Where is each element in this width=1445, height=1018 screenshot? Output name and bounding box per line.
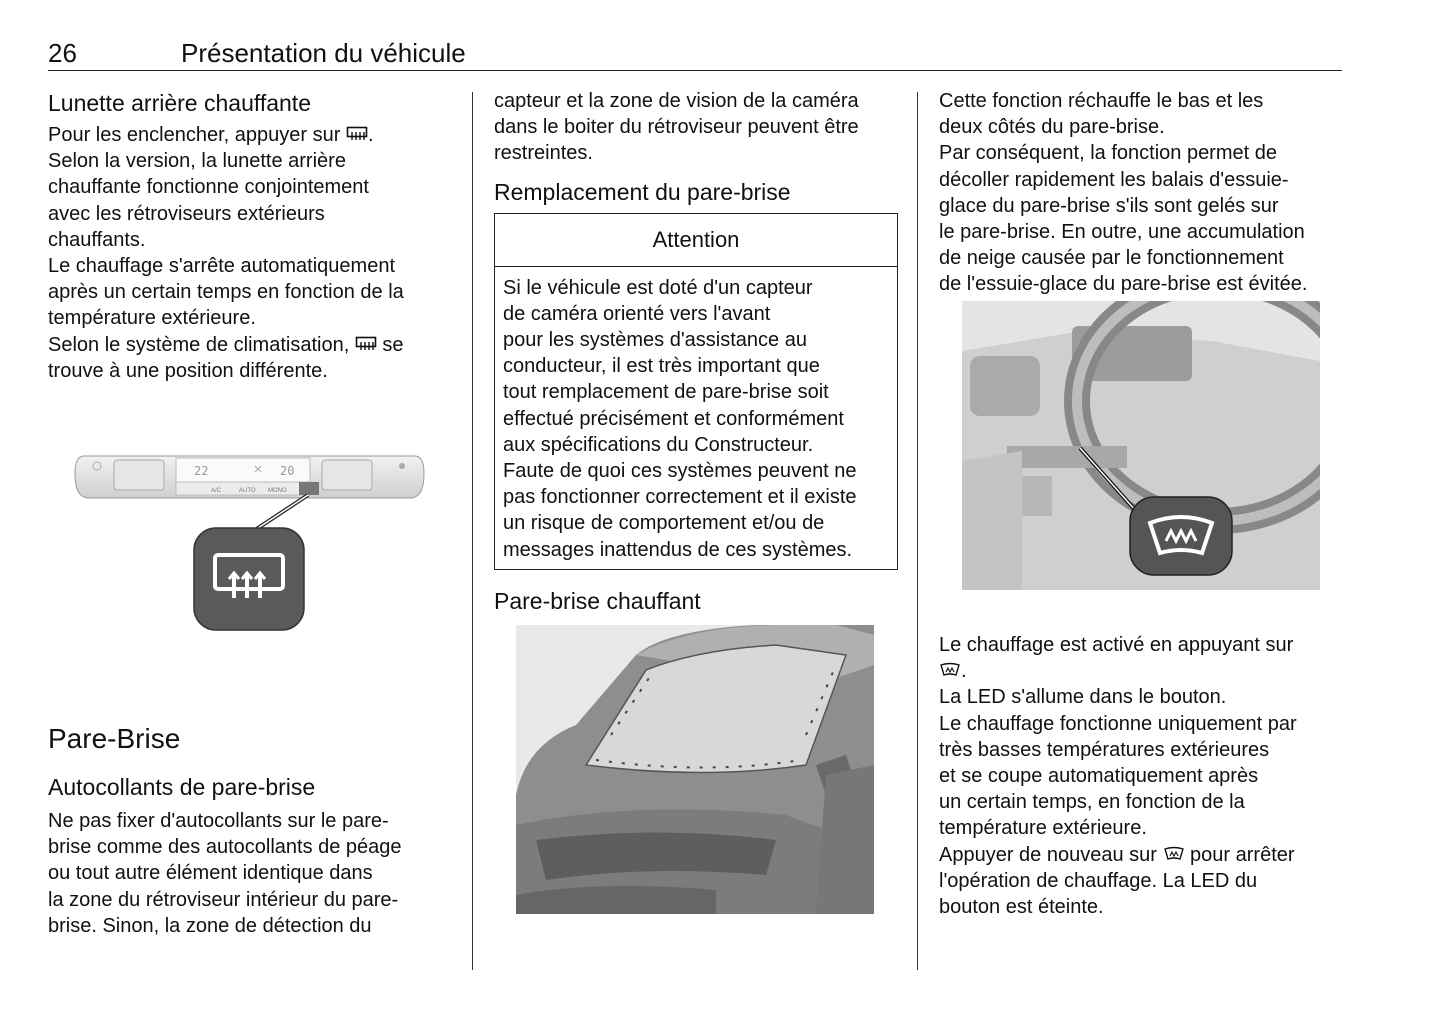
dashboard-button-figure	[962, 301, 1320, 590]
front-defrost-icon	[939, 662, 961, 678]
dashboard-illustration	[962, 301, 1320, 590]
text-span: Appuyer de nouveau sur	[939, 843, 1163, 866]
rear-window-paragraph-1	[48, 122, 448, 148]
auto-button-label: AUTO	[239, 488, 256, 494]
column-divider	[917, 92, 918, 970]
attention-title: Attention	[495, 214, 897, 267]
column-3	[939, 88, 1349, 298]
text-span: Le chauffage est activé en appuyant sur	[939, 634, 1294, 656]
rear-window-paragraph-3: Le chauffage s'arrête automatiquement après un certain temps en fonction de la température extérieure.	[48, 255, 404, 330]
page-header	[48, 38, 1342, 71]
temp-right-display: 20	[280, 464, 295, 478]
text-span: .	[961, 660, 967, 683]
heated-paragraph-2: Par conséquent, la fonction permet de décoller rapidement les balais d'essuie- glace du pare-brise s'ils sont gelés sur le pare-brise. En outre, une accumulation de neige causée par le fonctionnement de l'essuie-glace du pare-brise est évitée.	[939, 142, 1308, 296]
heated-paragraph-1: Cette fonction réchauffe le bas et les deux côtés du pare-brise.	[939, 90, 1264, 139]
rear-defrost-icon	[346, 126, 368, 142]
column-3-lower	[939, 632, 1349, 920]
climate-panel-figure	[72, 448, 427, 638]
heated-paragraph-3	[939, 632, 1349, 684]
replacement-heading: Remplacement du pare-brise	[494, 178, 791, 205]
heated-paragraph-6	[939, 842, 1349, 921]
heated-paragraph-5: Le chauffage fonctionne uniquement par très basses températures extérieures et se coupe automatiquement après un certain temps, en fonction de la température extérieure.	[939, 712, 1297, 840]
column-1	[48, 88, 448, 384]
rear-window-heading: Lunette arrière chauffante	[48, 90, 311, 116]
text-span: Selon le système de climatisation,	[48, 333, 355, 356]
attention-text: Si le véhicule est doté d'un capteur de caméra orienté vers l'avant pour les systèmes d'assistance au conducteur, il est très important que tout remplacement de pare-brise soit effectué précisément et conformément aux spécifications du Constructeur. Faute de quoi ces systèmes peuvent ne pas fonctionner correctement et il existe un risque de comportement et/ou de messages inattendus de ces systèmes.	[503, 276, 857, 561]
front-defrost-icon	[1163, 846, 1185, 862]
van-heated-windscreen-figure	[516, 625, 874, 914]
text-span: Pour les enclencher, appuyer sur	[48, 124, 346, 146]
text-span: se trouve à une position différente.	[48, 333, 404, 382]
stickers-heading: Autocollants de pare-brise	[48, 774, 316, 800]
continued-paragraph: capteur et la zone de vision de la caméra dans le boiter du rétroviseur peuvent être restreintes.	[494, 90, 859, 165]
rear-window-paragraph-2: Selon la version, la lunette arrière chauffante fonctionne conjointement avec les rétroviseurs extérieurs chauffants.	[48, 150, 369, 251]
column-2	[494, 88, 898, 616]
mono-button-label: MONO	[268, 488, 287, 494]
heated-paragraph-4: La LED s'allume dans le bouton.	[939, 686, 1227, 709]
rear-window-paragraph-4	[48, 332, 448, 384]
heated-windscreen-heading: Pare-brise chauffant	[494, 587, 701, 614]
chapter-title: Présentation du véhicule	[181, 38, 466, 68]
column-1-lower	[48, 722, 448, 939]
windscreen-section-heading: Pare-Brise	[48, 723, 181, 754]
van-illustration	[516, 625, 874, 914]
text-span: .	[367, 124, 374, 146]
climate-panel-illustration	[72, 448, 427, 638]
stickers-paragraph: Ne pas fixer d'autocollants sur le pare- brise comme des autocollants de péage ou tout autre élément identique dans la zone du rétroviseur intérieur du pare- brise. Sinon, la zone de détection du	[48, 810, 402, 937]
rear-defrost-icon	[355, 336, 377, 352]
page-number: 26	[48, 38, 77, 68]
temp-left-display: 22	[194, 464, 209, 478]
attention-box	[494, 213, 898, 570]
ac-button-label: A/C	[211, 488, 222, 494]
column-divider	[472, 92, 473, 970]
text-span: pour arrêter l'opération de chauffage. La LED du bouton est éteinte.	[939, 843, 1295, 919]
